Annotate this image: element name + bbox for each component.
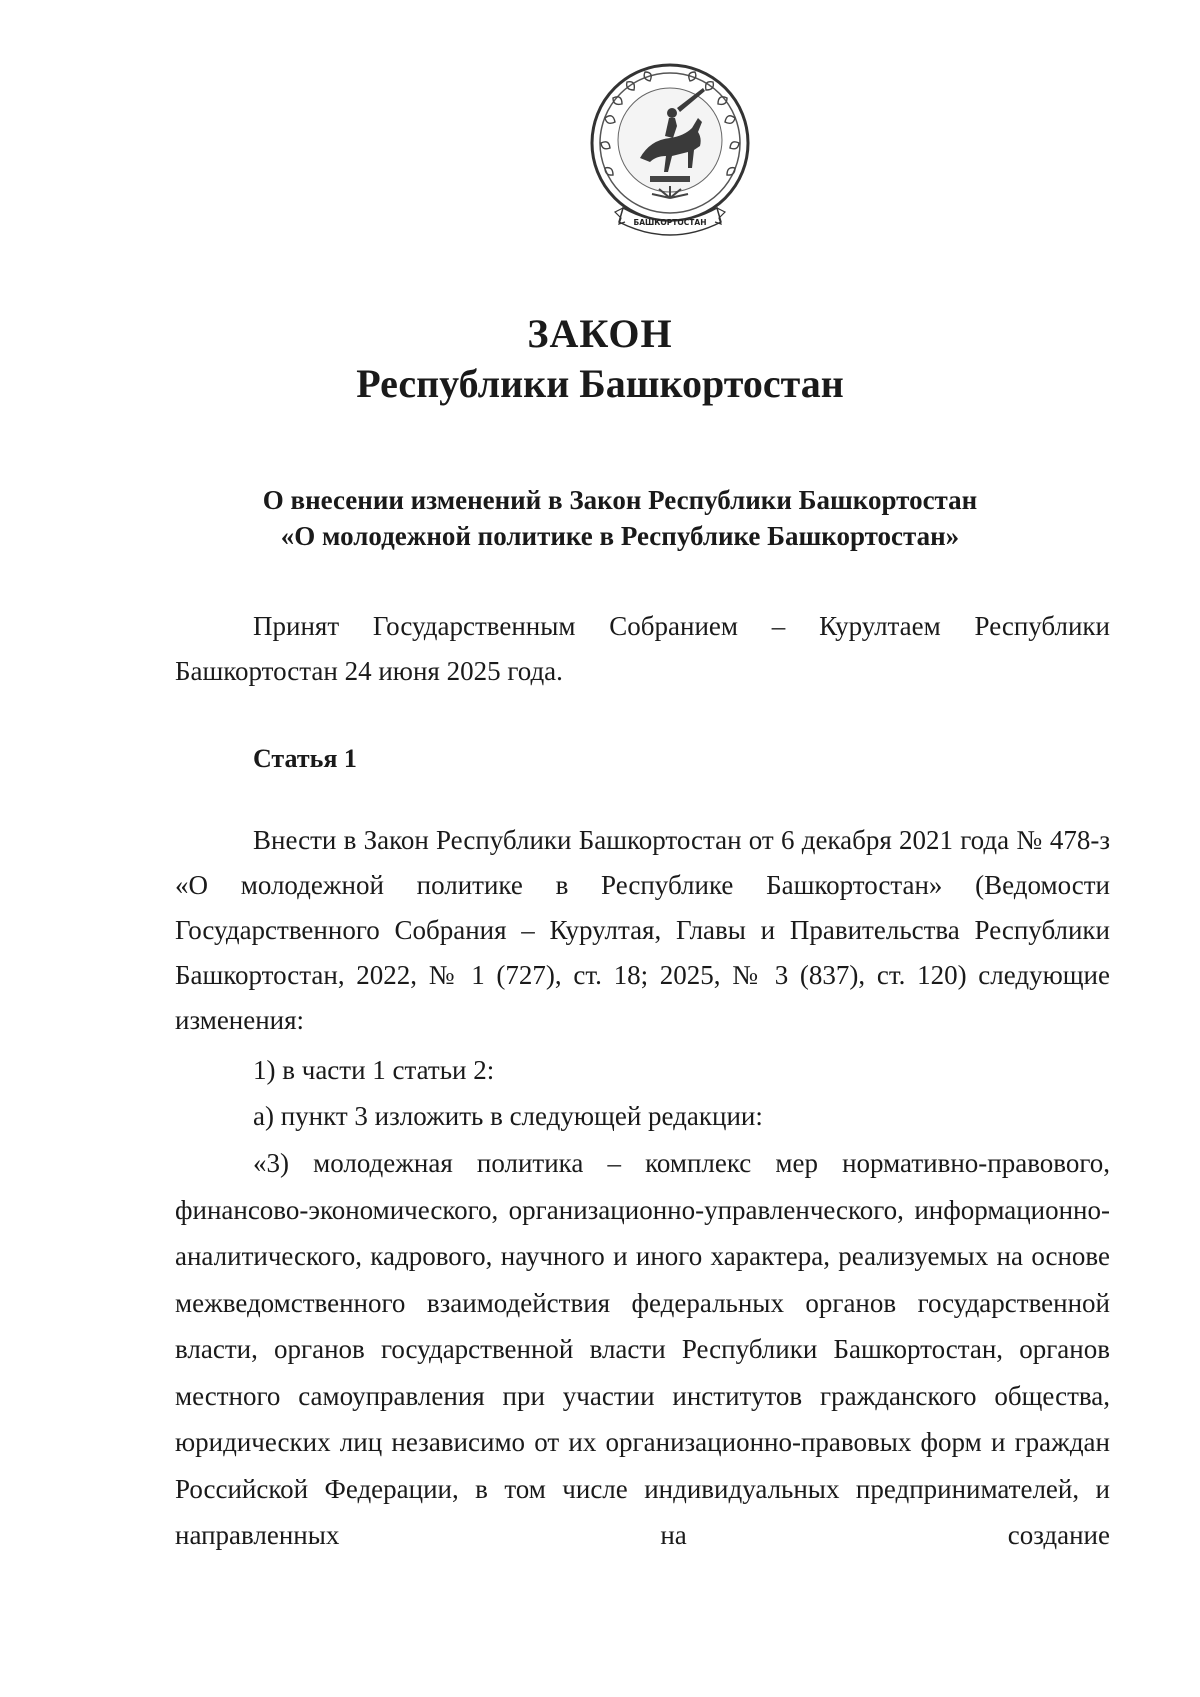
document-title: ЗАКОН — [527, 311, 673, 356]
law-name-line-2: «О молодежной политике в Республике Башкортостан» — [280, 521, 960, 551]
article-intro-paragraph: Внести в Закон Республики Башкортостан от 6 декабря 2021 года № 478-з «О молодежной политике в Республике Башкортостан» (Ведомости Государственного Собрания – Курултая, Главы и Правительства Республики Башкортостан, 2022, № 1 (727), ст. 18; 2025, № 3 (837), ст. 120) следующие изменения: — [175, 825, 1110, 1035]
quoted-definition-paragraph: «3) молодежная политика – комплекс мер нормативно-правового, финансово-экономического, организационно-управленческого, информационно-аналитического, кадрового, научного и иного характера, реализуемых на основе межведомственного взаимодействия федеральных органов государственной власти, органов государственной власти Республики Башкортостан, органов местного самоуправления при участии институтов гражданского общества, юридических лиц независимо от их организационно-правовых форм и граждан Российской Федерации, в том числе индивидуальных предпринимателей, и направленных на создание — [175, 1148, 1110, 1550]
bashkortostan-coat-of-arms-icon — [585, 58, 755, 248]
law-name-line-1: О внесении изменений в Закон Республики Башкортостан — [262, 485, 978, 515]
document-subtitle: Республики Башкортостан — [356, 361, 844, 406]
article-heading: Статья 1 — [253, 744, 357, 773]
list-item-a: а) пункт 3 изложить в следующей редакции: — [253, 1101, 763, 1131]
law-name — [0, 482, 1200, 554]
emblem-ribbon-text: БАШКОРТОСТАН — [633, 218, 707, 227]
list-item-1: 1) в части 1 статьи 2: — [253, 1055, 495, 1085]
adoption-statement: Принят Государственным Собранием – Курултаем Республики Башкортостан 24 июня 2025 года. — [175, 611, 1110, 686]
